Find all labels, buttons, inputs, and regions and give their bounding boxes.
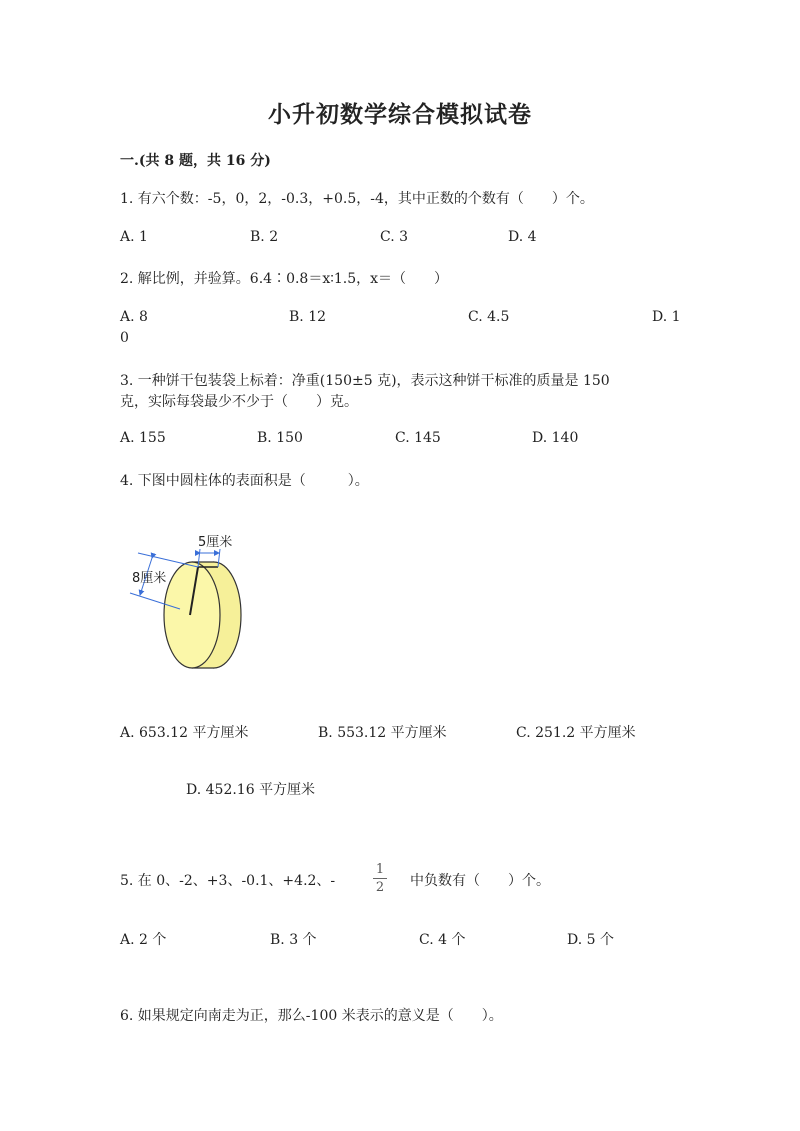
q4-option-a: A. 653.12 平方厘米 [120, 725, 249, 741]
side-dim-label: 8厘米 [132, 571, 167, 586]
q2-option-b: B. 12 [289, 309, 327, 325]
top-dim-label: 5厘米 [198, 535, 233, 550]
q1-option-a: A. 1 [120, 229, 148, 245]
q2-option-d-wrap: 0 [120, 330, 129, 346]
q4-option-d: D. 452.16 平方厘米 [186, 782, 316, 798]
question-5-text-before: 5. 在 0、-2、+3、-0.1、+4.2、- [120, 873, 336, 889]
q5-option-b: B. 3 个 [270, 932, 317, 948]
q3-option-b: B. 150 [257, 430, 303, 446]
question-2-text: 2. 解比例，并验算。6.4∶0.8＝x∶1.5，x＝（ ） [120, 271, 449, 287]
q4-option-b: B. 553.12 平方厘米 [318, 725, 447, 741]
q3-option-d: D. 140 [532, 430, 579, 446]
q2-option-c: C. 4.5 [468, 309, 510, 325]
fraction-numerator: 1 [375, 862, 385, 877]
cylinder-diagram [118, 525, 258, 675]
q4-option-c: C. 251.2 平方厘米 [516, 725, 636, 741]
page-title: 小升初数学综合模拟试卷 [268, 101, 532, 128]
q1-option-c: C. 3 [380, 229, 409, 245]
q5-option-a: A. 2 个 [120, 932, 167, 948]
section-heading: 一.(共 8 题，共 16 分) [120, 153, 271, 169]
question-3-text-line1: 3. 一种饼干包装袋上标着：净重(150±5 克)，表示这种饼干标准的质量是 150 [120, 373, 610, 389]
fraction-one-half [373, 862, 387, 895]
fraction-denominator: 2 [375, 880, 385, 895]
question-1-text: 1. 有六个数：-5，0，2，-0.3，+0.5，-4，其中正数的个数有（ ）个。 [120, 191, 594, 207]
q5-option-d: D. 5 个 [567, 932, 614, 948]
q2-option-d: D. 1 [652, 309, 681, 325]
q5-option-c: C. 4 个 [419, 932, 466, 948]
side-dim-top-line [138, 553, 198, 567]
q1-option-b: B. 2 [250, 229, 279, 245]
q2-option-a: A. 8 [120, 309, 148, 325]
q1-option-d: D. 4 [508, 229, 537, 245]
cylinder-figure [118, 525, 258, 679]
cylinder-front-face [164, 562, 220, 668]
question-4-text: 4. 下图中圆柱体的表面积是（ ）。 [120, 473, 369, 489]
question-3-text-line2: 克，实际每袋最少不少于（ ）克。 [120, 394, 358, 410]
q3-option-a: A. 155 [120, 430, 166, 446]
q3-option-c: C. 145 [395, 430, 441, 446]
question-5-text-after: 中负数有（ ）个。 [410, 873, 550, 889]
question-6-text: 6. 如果规定向南走为正，那么-100 米表示的意义是（ ）。 [120, 1008, 503, 1024]
